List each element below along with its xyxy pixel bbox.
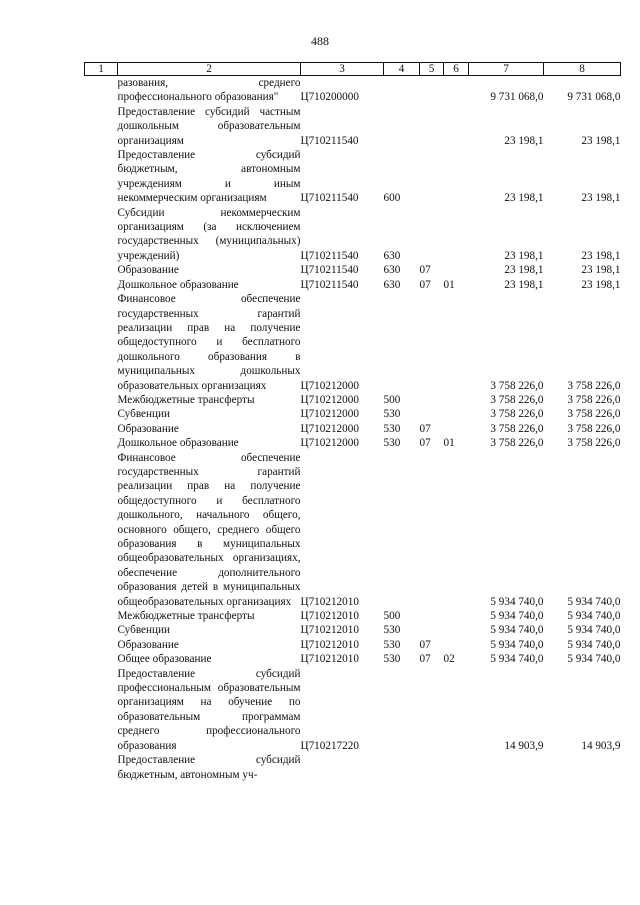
table-row bbox=[85, 278, 621, 292]
row-expense-type-cell bbox=[384, 292, 420, 393]
row-amount-cell: 5 934 740,0 bbox=[490, 653, 544, 666]
row-expense-type-cell: 630 bbox=[383, 249, 401, 262]
row-name-cell: Межбюджетные трансферты bbox=[117, 610, 255, 623]
row-amount-cell: 3 758 226,0 bbox=[490, 393, 544, 406]
column-number-row bbox=[85, 63, 621, 76]
column-header-8: 8 bbox=[544, 63, 621, 76]
row-amount-next-cell: 23 198,1 bbox=[581, 249, 621, 262]
row-amount-cell: 5 934 740,0 bbox=[490, 610, 544, 623]
row-name-cell: Образование bbox=[117, 264, 179, 277]
row-section-cell bbox=[420, 105, 444, 148]
row-section-cell: 07 bbox=[419, 437, 431, 450]
column-header-7: 7 bbox=[469, 63, 544, 76]
row-name-cell: Предоставление субсидий профессиональным образовательным организациям на обучение по образовательным программам среднего профессионального образования bbox=[117, 667, 301, 752]
row-subsection-cell bbox=[444, 148, 469, 206]
row-code-cell: Ц710212010 bbox=[300, 610, 359, 623]
row-section-cell bbox=[420, 393, 444, 407]
row-subsection-cell bbox=[444, 623, 469, 637]
row-section-cell bbox=[420, 148, 444, 206]
table-row bbox=[85, 638, 621, 652]
row-code-cell: Ц710212010 bbox=[300, 595, 359, 608]
row-subsection-cell bbox=[444, 667, 469, 753]
table-header bbox=[85, 63, 621, 76]
row-name-cell: Предоставление субсидий бюджетным, автономным уч- bbox=[117, 754, 301, 781]
row-name-cell: разования, среднего профессионального образования" bbox=[117, 77, 301, 104]
row-number-cell bbox=[85, 206, 118, 264]
row-section-cell: 07 bbox=[419, 264, 431, 277]
row-number-cell bbox=[85, 638, 118, 652]
table-row bbox=[85, 451, 621, 609]
row-expense-type-cell bbox=[384, 753, 420, 782]
row-subsection-cell bbox=[444, 638, 469, 652]
row-number-cell bbox=[85, 76, 118, 105]
table-row bbox=[85, 407, 621, 421]
row-amount-next-cell: 5 934 740,0 bbox=[567, 653, 621, 666]
row-name-cell: Финансовое обеспечение государственных гарантий реализации прав на получение общедоступного и бесплатного дошкольного образования в муниципальных дошкольных образовательных организациях bbox=[117, 293, 301, 392]
row-amount-next-cell: 5 934 740,0 bbox=[567, 638, 621, 651]
row-code-cell: Ц710211540 bbox=[300, 278, 359, 291]
table-row bbox=[85, 652, 621, 666]
row-expense-type-cell: 500 bbox=[383, 610, 401, 623]
row-amount-next-cell: 9 731 068,0 bbox=[567, 91, 621, 104]
row-subsection-cell bbox=[444, 292, 469, 393]
table-row bbox=[85, 393, 621, 407]
table-row bbox=[85, 753, 621, 782]
row-expense-type-cell: 530 bbox=[383, 638, 401, 651]
row-amount-next-cell: 3 758 226,0 bbox=[567, 393, 621, 406]
row-number-cell bbox=[85, 292, 118, 393]
column-header-5: 5 bbox=[420, 63, 444, 76]
column-header-1: 1 bbox=[85, 63, 118, 76]
row-name-cell: Образование bbox=[117, 422, 179, 435]
row-code-cell: Ц710212000 bbox=[300, 422, 359, 435]
row-number-cell bbox=[85, 393, 118, 407]
row-amount-next-cell: 14 903,9 bbox=[581, 739, 621, 752]
row-section-cell bbox=[420, 76, 444, 105]
row-code-cell: Ц710212010 bbox=[300, 624, 359, 637]
row-amount-next-cell: 5 934 740,0 bbox=[567, 610, 621, 623]
row-amount-cell: 14 903,9 bbox=[504, 739, 544, 752]
row-expense-type-cell bbox=[384, 76, 420, 105]
row-number-cell bbox=[85, 652, 118, 666]
row-amount-cell: 9 731 068,0 bbox=[490, 91, 544, 104]
table-row bbox=[85, 76, 621, 105]
column-header-6: 6 bbox=[444, 63, 469, 76]
row-amount-next-cell: 3 758 226,0 bbox=[567, 422, 621, 435]
column-header-3: 3 bbox=[301, 63, 384, 76]
row-expense-type-cell: 530 bbox=[383, 624, 401, 637]
table-body bbox=[85, 76, 621, 782]
table-row bbox=[85, 148, 621, 206]
row-code-cell: Ц710212010 bbox=[300, 638, 359, 651]
row-name-cell: Дошкольное образование bbox=[117, 278, 239, 291]
row-name-cell: Предоставление субсидий бюджетным, автономным учреждениям и иным некоммерческим организациям bbox=[117, 149, 301, 205]
row-expense-type-cell bbox=[384, 105, 420, 148]
row-code-cell: Ц710211540 bbox=[300, 134, 359, 147]
row-section-cell: 07 bbox=[419, 422, 431, 435]
row-code-cell: Ц710211540 bbox=[300, 249, 359, 262]
table-row bbox=[85, 263, 621, 277]
row-number-cell bbox=[85, 105, 118, 148]
row-code-cell: Ц710212000 bbox=[300, 437, 359, 450]
row-number-cell bbox=[85, 263, 118, 277]
row-amount-cell: 3 758 226,0 bbox=[490, 408, 544, 421]
row-amount-next-cell: 3 758 226,0 bbox=[567, 437, 621, 450]
column-header-2: 2 bbox=[118, 63, 301, 76]
row-amount-next-cell bbox=[544, 753, 621, 782]
row-name-cell: Межбюджетные трансферты bbox=[117, 393, 255, 406]
row-amount-cell: 23 198,1 bbox=[504, 134, 544, 147]
row-amount-next-cell: 3 758 226,0 bbox=[567, 408, 621, 421]
row-number-cell bbox=[85, 753, 118, 782]
row-subsection-cell bbox=[444, 753, 469, 782]
row-expense-type-cell: 530 bbox=[383, 408, 401, 421]
row-amount-next-cell: 3 758 226,0 bbox=[567, 379, 621, 392]
row-expense-type-cell: 530 bbox=[383, 437, 401, 450]
row-name-cell: Дошкольное образование bbox=[117, 437, 239, 450]
table-row bbox=[85, 609, 621, 623]
row-amount-cell: 5 934 740,0 bbox=[490, 624, 544, 637]
row-number-cell bbox=[85, 623, 118, 637]
row-amount-cell: 5 934 740,0 bbox=[490, 595, 544, 608]
row-name-cell: Субвенции bbox=[117, 408, 170, 421]
row-subsection-cell bbox=[444, 393, 469, 407]
table-row bbox=[85, 105, 621, 148]
row-subsection-cell bbox=[444, 105, 469, 148]
row-code-cell: Ц710217220 bbox=[300, 739, 359, 752]
row-section-cell bbox=[420, 407, 444, 421]
row-subsection-cell bbox=[444, 206, 469, 264]
row-code-cell: Ц710211540 bbox=[300, 192, 359, 205]
row-expense-type-cell: 630 bbox=[383, 264, 401, 277]
row-code-cell: Ц710212000 bbox=[300, 393, 359, 406]
row-number-cell bbox=[85, 436, 118, 450]
row-expense-type-cell: 600 bbox=[383, 192, 401, 205]
table-row bbox=[85, 623, 621, 637]
row-number-cell bbox=[85, 451, 118, 609]
row-amount-cell: 3 758 226,0 bbox=[490, 379, 544, 392]
row-subsection-cell: 01 bbox=[443, 437, 455, 450]
table-row bbox=[85, 422, 621, 436]
page-number: 488 bbox=[311, 34, 329, 48]
row-number-cell bbox=[85, 609, 118, 623]
row-section-cell: 07 bbox=[419, 638, 431, 651]
row-code-cell: Ц710212010 bbox=[300, 653, 359, 666]
row-expense-type-cell bbox=[384, 451, 420, 609]
row-expense-type-cell: 530 bbox=[383, 653, 401, 666]
row-subsection-cell bbox=[444, 263, 469, 277]
row-amount-next-cell: 5 934 740,0 bbox=[567, 624, 621, 637]
row-subsection-cell bbox=[444, 407, 469, 421]
row-number-cell bbox=[85, 422, 118, 436]
row-amount-next-cell: 23 198,1 bbox=[581, 264, 621, 277]
row-subsection-cell bbox=[444, 609, 469, 623]
row-number-cell bbox=[85, 278, 118, 292]
table-row bbox=[85, 667, 621, 753]
row-section-cell bbox=[420, 206, 444, 264]
row-subsection-cell: 01 bbox=[443, 278, 455, 291]
row-amount-cell: 3 758 226,0 bbox=[490, 422, 544, 435]
row-section-cell bbox=[420, 667, 444, 753]
row-amount-cell bbox=[469, 753, 544, 782]
row-name-cell: Финансовое обеспечение государственных гарантий реализации прав на получение общедоступного и бесплатного дошкольного, начального общего, основного общего, среднего общего образования в муниципальных общеобразовательных организациях, обеспечение дополнительного образования детей в муниципальных общеобразовательных организациях bbox=[117, 451, 301, 608]
row-name-cell: Образование bbox=[117, 638, 179, 651]
row-section-cell: 07 bbox=[419, 278, 431, 291]
column-header-4: 4 bbox=[384, 63, 420, 76]
row-code-cell bbox=[301, 753, 384, 782]
table-row bbox=[85, 436, 621, 450]
row-number-cell bbox=[85, 148, 118, 206]
table-row bbox=[85, 206, 621, 264]
row-code-cell: Ц710212000 bbox=[300, 379, 359, 392]
row-amount-next-cell: 5 934 740,0 bbox=[567, 595, 621, 608]
budget-table bbox=[84, 62, 621, 782]
row-amount-cell: 23 198,1 bbox=[504, 264, 544, 277]
row-name-cell: Субсидии некоммерческим организациям (за исключением государственных (муниципальных) учреждений) bbox=[117, 206, 301, 262]
row-amount-next-cell: 23 198,1 bbox=[581, 278, 621, 291]
row-amount-cell: 23 198,1 bbox=[504, 249, 544, 262]
row-subsection-cell bbox=[444, 451, 469, 609]
row-amount-cell: 3 758 226,0 bbox=[490, 437, 544, 450]
row-expense-type-cell: 500 bbox=[383, 393, 401, 406]
row-name-cell: Предоставление субсидий частным дошкольным образовательным организациям bbox=[117, 105, 301, 147]
row-number-cell bbox=[85, 667, 118, 753]
row-subsection-cell bbox=[444, 422, 469, 436]
row-amount-cell: 23 198,1 bbox=[504, 278, 544, 291]
row-code-cell: Ц710211540 bbox=[300, 264, 359, 277]
row-code-cell: Ц710200000 bbox=[300, 91, 359, 104]
row-section-cell: 07 bbox=[419, 653, 431, 666]
row-amount-next-cell: 23 198,1 bbox=[581, 134, 621, 147]
row-section-cell bbox=[420, 451, 444, 609]
row-amount-cell: 5 934 740,0 bbox=[490, 638, 544, 651]
row-amount-next-cell: 23 198,1 bbox=[581, 192, 621, 205]
row-expense-type-cell: 630 bbox=[383, 278, 401, 291]
row-section-cell bbox=[420, 292, 444, 393]
row-section-cell bbox=[420, 609, 444, 623]
row-name-cell: Общее образование bbox=[117, 653, 212, 666]
row-subsection-cell: 02 bbox=[443, 653, 455, 666]
row-number-cell bbox=[85, 407, 118, 421]
row-name-cell: Субвенции bbox=[117, 624, 170, 637]
row-subsection-cell bbox=[444, 76, 469, 105]
row-amount-cell: 23 198,1 bbox=[504, 192, 544, 205]
row-section-cell bbox=[420, 753, 444, 782]
row-section-cell bbox=[420, 623, 444, 637]
table-row bbox=[85, 292, 621, 393]
row-expense-type-cell: 530 bbox=[383, 422, 401, 435]
row-code-cell: Ц710212000 bbox=[300, 408, 359, 421]
row-expense-type-cell bbox=[384, 667, 420, 753]
